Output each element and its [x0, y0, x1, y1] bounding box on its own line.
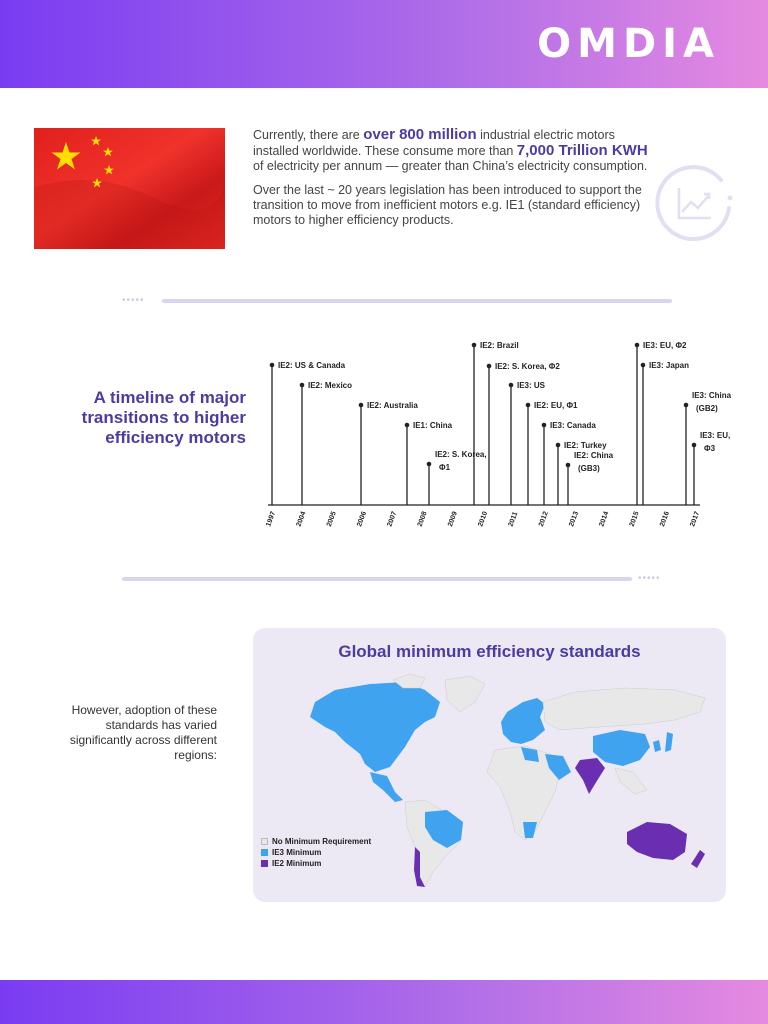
page-footer [0, 980, 768, 1024]
timeline-event-label: IE2: US & Canada [278, 361, 346, 370]
timeline-event-dot [684, 403, 689, 408]
north-america-region [310, 682, 440, 772]
timeline-event-label: (GB2) [696, 404, 718, 413]
highlight-kwh: 7,000 Trillion KWH [516, 142, 648, 159]
adoption-text: However, adoption of these standards has varied significantly across different regions: [69, 703, 217, 762]
timeline-event [566, 451, 614, 505]
timeline-year-label: 2010 [477, 510, 490, 528]
intro-paragraph-2: Over the last ~ 20 years legislation has been introduced to support the transition to move from inefficient motors e.g. IE1 (standard efficiency) motors to higher efficiency products. [253, 183, 642, 227]
timeline-year-label: 2013 [568, 510, 581, 528]
timeline-year-label: 2015 [628, 510, 641, 528]
timeline-year-label: 2011 [507, 511, 520, 528]
timeline-event-dot [635, 343, 640, 348]
timeline-year-label: 2012 [537, 510, 550, 528]
timeline-event-dot [405, 423, 410, 428]
timeline-event-dot [487, 364, 492, 369]
timeline-event-label: IE1: China [413, 421, 453, 430]
timeline-event [526, 401, 578, 505]
timeline-event-dot [542, 423, 547, 428]
legend-item-ie2 [261, 858, 371, 869]
timeline-event-label: IE2: Mexico [308, 381, 353, 390]
timeline-event-dot [300, 383, 305, 388]
timeline-year-label: 2005 [325, 510, 338, 528]
dots-decoration: ••••• [638, 573, 661, 584]
timeline-event-dot [526, 403, 531, 408]
timeline-event [359, 401, 419, 505]
legend-label: IE2 Minimum [272, 859, 322, 868]
timeline-event-label: IE2: Turkey [564, 441, 607, 450]
timeline-event-label: IE3: EU, Φ2 [643, 341, 687, 350]
timeline-event [300, 381, 352, 505]
timeline-event-dot [566, 463, 571, 468]
timeline-event-label: IE3: EU, [700, 431, 731, 440]
timeline-event-label: Φ1 [439, 463, 451, 472]
timeline-event-label: IE2: China [574, 451, 614, 460]
timeline-year-label: 2008 [416, 510, 429, 528]
intro-text-part: Currently, there are [253, 128, 364, 142]
timeline-year-label: 2014 [598, 510, 611, 528]
timeline-event [692, 431, 731, 505]
timeline-event-dot [692, 443, 697, 448]
timeline-event-label: IE3: China [692, 391, 732, 400]
timeline-year-label: 2016 [659, 510, 671, 528]
timeline-event [509, 381, 546, 505]
timeline-event-label: IE2: Australia [367, 401, 418, 410]
timeline-event-dot [509, 383, 514, 388]
timeline-event-label: IE3: US [517, 381, 546, 390]
timeline-event [427, 450, 487, 505]
section-divider [122, 577, 632, 581]
timeline-event-label: IE2: EU, Φ1 [534, 401, 578, 410]
timeline-title: A timeline of major transitions to higher efficiency motors [81, 388, 246, 447]
timeline-year-label: 2009 [447, 510, 459, 528]
highlight-motors: over 800 million [363, 126, 477, 143]
legend-label: IE3 Minimum [272, 848, 322, 857]
legend-swatch [261, 838, 268, 845]
timeline-year-label: 1997 [265, 510, 278, 528]
legend-swatch [261, 849, 268, 856]
timeline-event-dot [359, 403, 364, 408]
timeline-year-label: 2006 [356, 510, 369, 528]
timeline-event-label: IE3: Canada [550, 421, 596, 430]
map-panel [253, 628, 726, 902]
timeline-event-label: IE2: Brazil [480, 341, 519, 350]
timeline-event-dot [472, 343, 477, 348]
timeline-event-label: Φ3 [704, 444, 716, 453]
timeline-event-dot [641, 363, 646, 368]
intro-text-part: industrial electric motors installed worldwide. These consume more than [253, 128, 615, 158]
timeline-event-label: IE2: S. Korea, [435, 450, 487, 459]
map-title: Global minimum efficiency standards [338, 642, 641, 661]
timeline-event-label: (GB3) [578, 464, 600, 473]
legend-swatch [261, 860, 268, 867]
legend-item-ie3 [261, 847, 371, 858]
map-legend [261, 836, 371, 869]
intro-text-part: of electricity per annum — greater than China’s electricity consumption. [253, 159, 648, 173]
legend-label: No Minimum Requirement [272, 837, 372, 846]
dots-decoration: ••••• [122, 295, 145, 306]
timeline-year-label: 2007 [386, 510, 399, 528]
timeline-event-dot [556, 443, 561, 448]
timeline-event-label: IE3: Japan [649, 361, 690, 370]
legend-item-none [261, 836, 371, 847]
timeline-event [641, 361, 689, 505]
timeline-event-dot [270, 363, 275, 368]
timeline-year-label: 2004 [295, 510, 308, 528]
omdia-logo: OMDIA [537, 21, 720, 67]
timeline-event-label: IE2: S. Korea, Φ2 [495, 362, 560, 371]
timeline-year-label: 2017 [689, 510, 702, 528]
timeline-event-dot [427, 462, 432, 467]
